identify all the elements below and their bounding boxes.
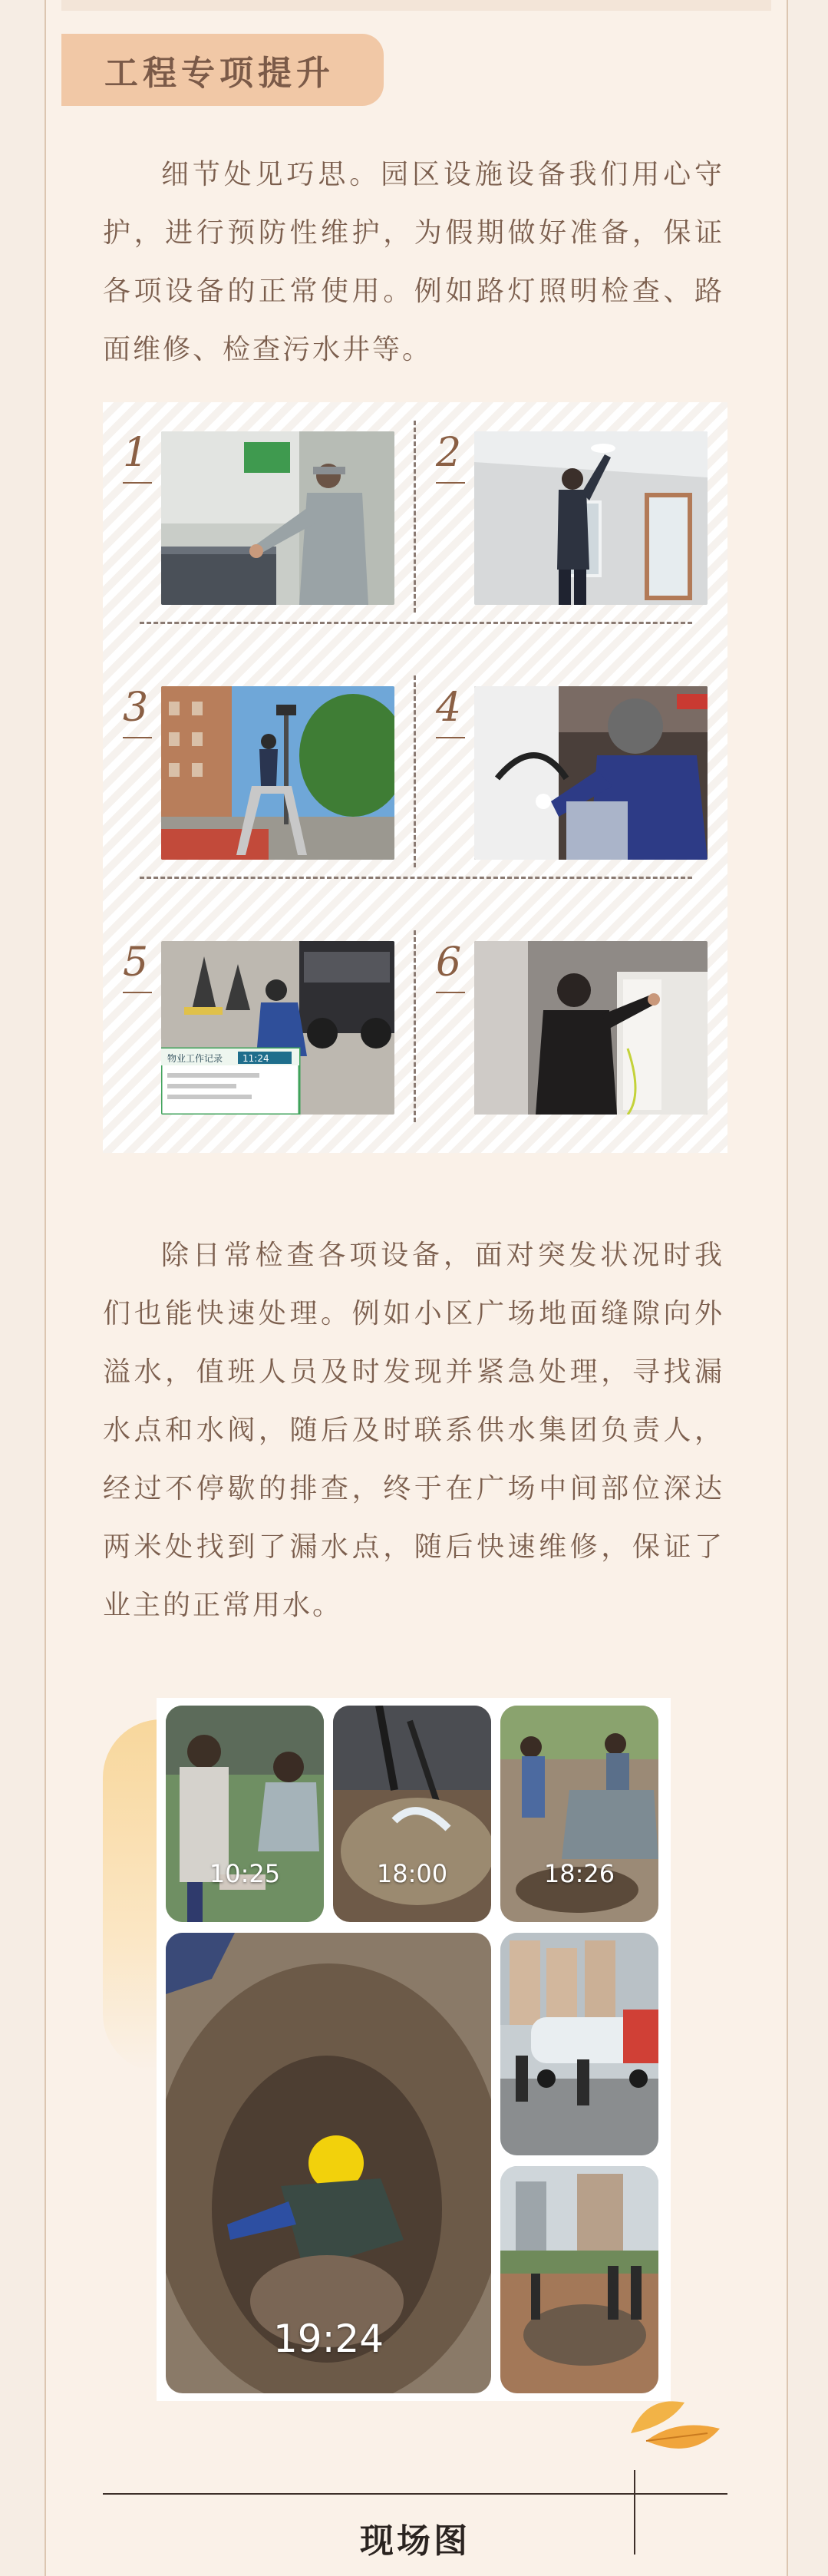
grid-item-number: 2 — [436, 430, 462, 476]
number-underline — [123, 482, 152, 484]
photo-street-lamp — [161, 686, 394, 860]
grid-item-1[interactable] — [103, 402, 410, 632]
incident-paragraph: 除日常检查各项设备，面对突发状况时我们也能快速处理。例如小区广场地面缝隙向外溢水，值班人员及时发现并紧急处理，寻找漏水点和水阀，随后及时联系供水集团负责人，经过不停歇的排查，终于在广场中间部位深达两米处找到了漏水点，随后快速维修，保证了业主的正常用水。 — [103, 1240, 724, 1621]
leaf-icon — [623, 2395, 721, 2464]
photo-under-sink — [474, 686, 708, 860]
timestamp: 18:00 — [376, 1859, 448, 1888]
number-underline — [123, 737, 152, 738]
number-underline — [436, 482, 465, 484]
collage-photo-main[interactable] — [166, 1933, 491, 2393]
grid-item-5[interactable] — [103, 912, 410, 1142]
collage-photo-1[interactable] — [166, 1706, 324, 1922]
grid-item-6[interactable] — [416, 912, 723, 1142]
grid-vertical-divider — [414, 675, 416, 867]
collage-photo-2[interactable] — [333, 1706, 491, 1922]
photo-outdoor-cabinet — [161, 431, 394, 605]
timestamp: 18:26 — [543, 1859, 615, 1888]
number-underline — [436, 992, 465, 993]
collage-photo-square[interactable] — [500, 2166, 658, 2393]
photo-wall-panel — [474, 941, 708, 1115]
collage-photo-3[interactable] — [500, 1706, 658, 1922]
record-card-time: 11:24 — [242, 1053, 269, 1064]
photo-collage — [157, 1698, 671, 2401]
section-title-banner — [61, 34, 384, 106]
grid-horizontal-divider — [140, 877, 692, 879]
photo-grid — [103, 402, 727, 1153]
grid-vertical-divider — [414, 421, 416, 613]
grid-horizontal-divider — [140, 622, 692, 624]
photo-ceiling-light — [474, 431, 708, 605]
grid-item-number: 6 — [436, 940, 462, 986]
photo-manhole-check — [161, 941, 394, 1115]
section-title: 工程专项提升 — [104, 54, 335, 93]
intro-paragraph: 细节处见巧思。园区设施设备我们用心守护，进行预防性维护，为假期做好准备，保证各项设备的正常使用。例如路灯照明检查、路面维修、检查污水井等。 — [103, 159, 724, 365]
grid-item-number: 4 — [436, 685, 462, 731]
grid-item-number: 1 — [123, 430, 149, 476]
yellow-decoration — [103, 1719, 161, 2072]
grid-item-4[interactable] — [416, 657, 723, 887]
collage-photo-truck[interactable] — [500, 1933, 658, 2155]
grid-item-3[interactable] — [103, 657, 410, 887]
number-underline — [123, 992, 152, 993]
number-underline — [436, 737, 465, 738]
record-card-title: 物业工作记录 — [167, 1053, 223, 1064]
timestamp: 19:24 — [272, 2317, 384, 2361]
grid-item-number: 5 — [123, 940, 149, 986]
top-strip — [61, 0, 771, 11]
grid-vertical-divider — [414, 930, 416, 1122]
timestamp: 10:25 — [209, 1859, 281, 1888]
grid-item-number: 3 — [123, 685, 149, 731]
grid-item-2[interactable] — [416, 402, 723, 632]
collage-caption: 现场图 — [360, 2522, 470, 2561]
